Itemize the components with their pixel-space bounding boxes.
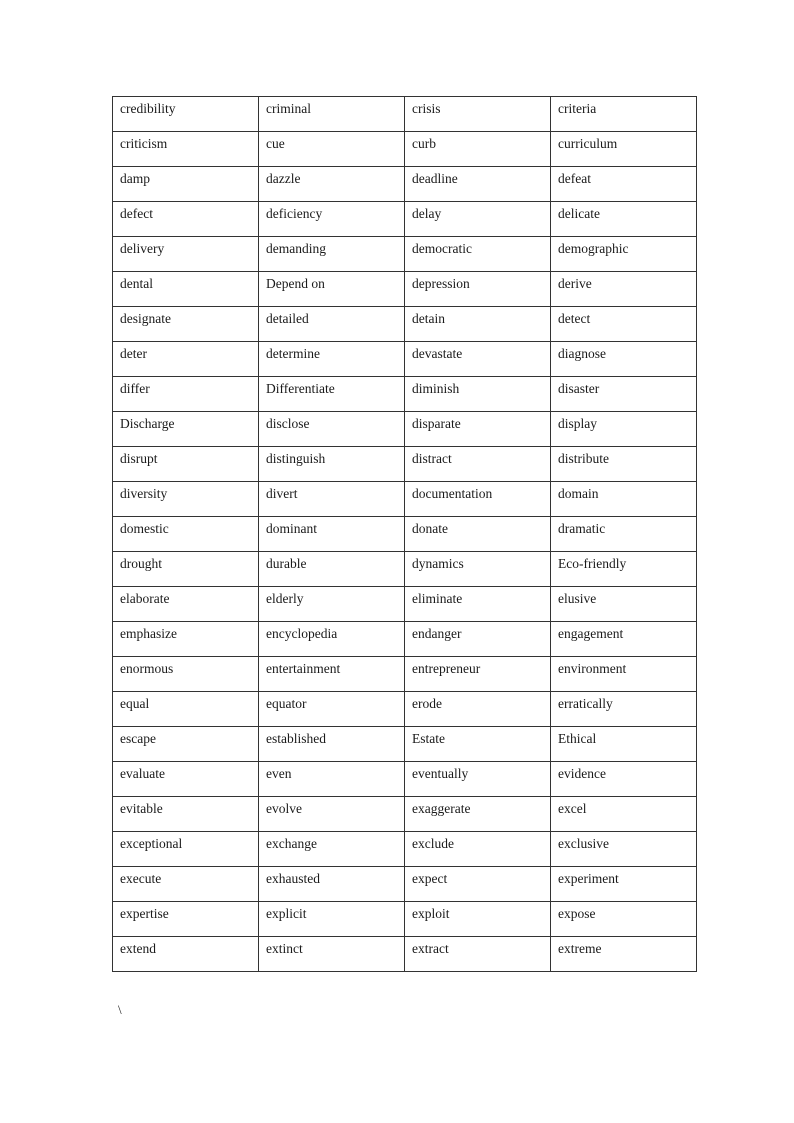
table-cell: environment bbox=[551, 657, 697, 692]
table-cell: established bbox=[259, 727, 405, 762]
table-row bbox=[113, 202, 697, 237]
table-row bbox=[113, 272, 697, 307]
table-cell: engagement bbox=[551, 622, 697, 657]
table-cell: even bbox=[259, 762, 405, 797]
table-cell: deter bbox=[113, 342, 259, 377]
table-cell: distract bbox=[405, 447, 551, 482]
table-cell: elusive bbox=[551, 587, 697, 622]
table-cell: exploit bbox=[405, 902, 551, 937]
table-cell: explicit bbox=[259, 902, 405, 937]
vocabulary-table-body bbox=[113, 97, 697, 972]
table-cell: Estate bbox=[405, 727, 551, 762]
table-row bbox=[113, 727, 697, 762]
table-cell: durable bbox=[259, 552, 405, 587]
table-cell: curriculum bbox=[551, 132, 697, 167]
table-cell: expose bbox=[551, 902, 697, 937]
table-cell: documentation bbox=[405, 482, 551, 517]
table-cell: erratically bbox=[551, 692, 697, 727]
table-cell: evaluate bbox=[113, 762, 259, 797]
table-cell: deficiency bbox=[259, 202, 405, 237]
table-cell: detailed bbox=[259, 307, 405, 342]
table-cell: divert bbox=[259, 482, 405, 517]
table-row bbox=[113, 622, 697, 657]
table-cell: crisis bbox=[405, 97, 551, 132]
table-cell: disaster bbox=[551, 377, 697, 412]
table-cell: donate bbox=[405, 517, 551, 552]
table-row bbox=[113, 797, 697, 832]
table-cell: execute bbox=[113, 867, 259, 902]
table-cell: exhausted bbox=[259, 867, 405, 902]
table-cell: eliminate bbox=[405, 587, 551, 622]
table-cell: depression bbox=[405, 272, 551, 307]
table-cell: evidence bbox=[551, 762, 697, 797]
table-row bbox=[113, 132, 697, 167]
table-cell: democratic bbox=[405, 237, 551, 272]
table-cell: designate bbox=[113, 307, 259, 342]
table-row bbox=[113, 307, 697, 342]
table-cell: extinct bbox=[259, 937, 405, 972]
table-cell: dominant bbox=[259, 517, 405, 552]
table-row bbox=[113, 482, 697, 517]
table-cell: endanger bbox=[405, 622, 551, 657]
table-cell: Discharge bbox=[113, 412, 259, 447]
table-cell: Depend on bbox=[259, 272, 405, 307]
table-cell: disparate bbox=[405, 412, 551, 447]
table-cell: evitable bbox=[113, 797, 259, 832]
table-cell: exclude bbox=[405, 832, 551, 867]
table-cell: defect bbox=[113, 202, 259, 237]
table-row bbox=[113, 762, 697, 797]
table-row bbox=[113, 97, 697, 132]
table-cell: criminal bbox=[259, 97, 405, 132]
table-cell: Ethical bbox=[551, 727, 697, 762]
table-row bbox=[113, 587, 697, 622]
table-cell: erode bbox=[405, 692, 551, 727]
table-row bbox=[113, 657, 697, 692]
table-cell: exclusive bbox=[551, 832, 697, 867]
table-row bbox=[113, 832, 697, 867]
table-cell: encyclopedia bbox=[259, 622, 405, 657]
table-cell: extract bbox=[405, 937, 551, 972]
table-cell: criteria bbox=[551, 97, 697, 132]
table-cell: delicate bbox=[551, 202, 697, 237]
table-row bbox=[113, 342, 697, 377]
table-cell: dazzle bbox=[259, 167, 405, 202]
table-cell: elaborate bbox=[113, 587, 259, 622]
table-cell: deadline bbox=[405, 167, 551, 202]
table-cell: experiment bbox=[551, 867, 697, 902]
table-cell: expect bbox=[405, 867, 551, 902]
table-row bbox=[113, 902, 697, 937]
table-cell: excel bbox=[551, 797, 697, 832]
table-cell: detain bbox=[405, 307, 551, 342]
table-cell: diminish bbox=[405, 377, 551, 412]
table-row bbox=[113, 412, 697, 447]
table-cell: drought bbox=[113, 552, 259, 587]
table-cell: Eco-friendly bbox=[551, 552, 697, 587]
table-cell: damp bbox=[113, 167, 259, 202]
table-cell: determine bbox=[259, 342, 405, 377]
table-cell: diversity bbox=[113, 482, 259, 517]
table-row bbox=[113, 517, 697, 552]
table-cell: disclose bbox=[259, 412, 405, 447]
table-cell: extend bbox=[113, 937, 259, 972]
table-cell: exaggerate bbox=[405, 797, 551, 832]
table-cell: domestic bbox=[113, 517, 259, 552]
table-row bbox=[113, 237, 697, 272]
table-cell: eventually bbox=[405, 762, 551, 797]
table-cell: extreme bbox=[551, 937, 697, 972]
table-cell: defeat bbox=[551, 167, 697, 202]
table-cell: expertise bbox=[113, 902, 259, 937]
vocabulary-table bbox=[112, 96, 697, 972]
table-cell: delay bbox=[405, 202, 551, 237]
table-cell: exchange bbox=[259, 832, 405, 867]
table-cell: equator bbox=[259, 692, 405, 727]
table-cell: entrepreneur bbox=[405, 657, 551, 692]
table-cell: credibility bbox=[113, 97, 259, 132]
table-cell: differ bbox=[113, 377, 259, 412]
table-cell: demanding bbox=[259, 237, 405, 272]
table-cell: Differentiate bbox=[259, 377, 405, 412]
table-row bbox=[113, 377, 697, 412]
table-cell: distinguish bbox=[259, 447, 405, 482]
table-cell: equal bbox=[113, 692, 259, 727]
table-row bbox=[113, 692, 697, 727]
table-cell: enormous bbox=[113, 657, 259, 692]
table-cell: domain bbox=[551, 482, 697, 517]
table-cell: evolve bbox=[259, 797, 405, 832]
table-cell: derive bbox=[551, 272, 697, 307]
table-cell: escape bbox=[113, 727, 259, 762]
table-cell: demographic bbox=[551, 237, 697, 272]
table-cell: curb bbox=[405, 132, 551, 167]
table-cell: display bbox=[551, 412, 697, 447]
table-cell: emphasize bbox=[113, 622, 259, 657]
table-cell: devastate bbox=[405, 342, 551, 377]
footnote-text: \ bbox=[118, 1002, 122, 1017]
table-row bbox=[113, 867, 697, 902]
table-cell: entertainment bbox=[259, 657, 405, 692]
table-cell: dental bbox=[113, 272, 259, 307]
table-row bbox=[113, 447, 697, 482]
table-cell: detect bbox=[551, 307, 697, 342]
table-cell: elderly bbox=[259, 587, 405, 622]
table-cell: cue bbox=[259, 132, 405, 167]
table-cell: diagnose bbox=[551, 342, 697, 377]
table-row bbox=[113, 552, 697, 587]
table-row bbox=[113, 167, 697, 202]
table-row bbox=[113, 937, 697, 972]
table-cell: dynamics bbox=[405, 552, 551, 587]
table-cell: dramatic bbox=[551, 517, 697, 552]
table-cell: exceptional bbox=[113, 832, 259, 867]
table-cell: distribute bbox=[551, 447, 697, 482]
table-cell: delivery bbox=[113, 237, 259, 272]
table-cell: criticism bbox=[113, 132, 259, 167]
table-cell: disrupt bbox=[113, 447, 259, 482]
